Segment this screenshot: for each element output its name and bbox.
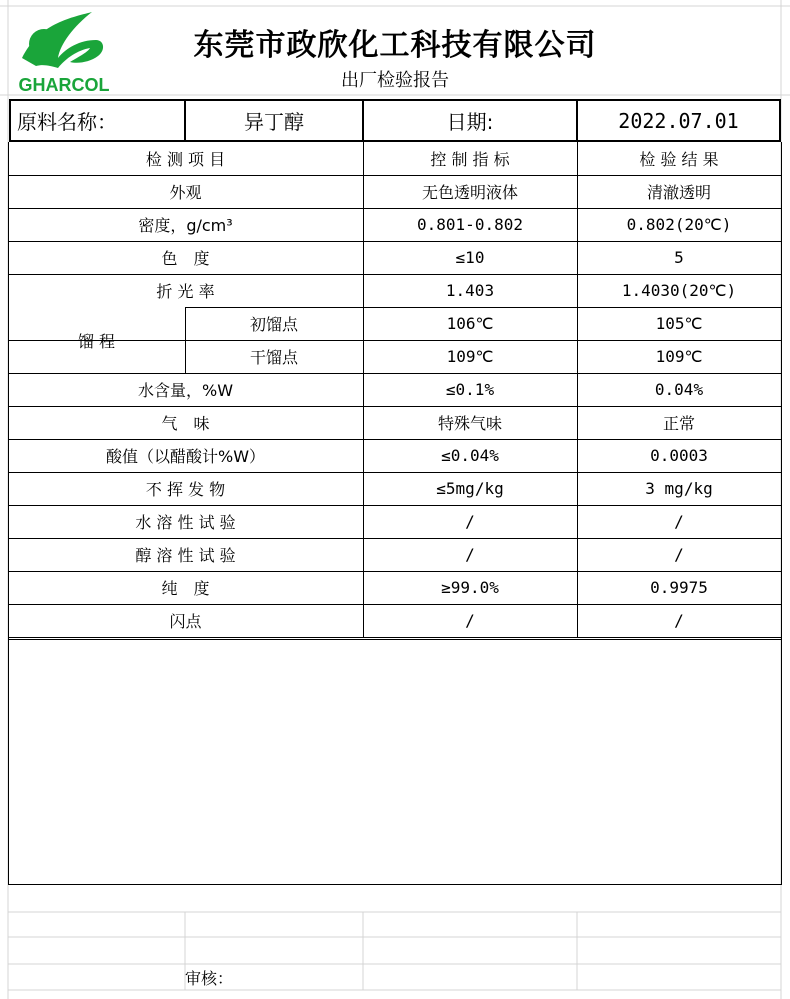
table-row-spec: /: [465, 545, 475, 564]
table-row-result: 105℃: [655, 314, 703, 333]
column-header-result: 检 验 结 果: [639, 150, 719, 169]
table-row-item: 初馏点: [249, 315, 298, 334]
table-row-result: 3 mg/kg: [645, 479, 713, 498]
table-row-result: 5: [674, 248, 684, 267]
material-name-label: 原料名称：: [17, 110, 117, 134]
table-row-spec: 0.801-0.802: [417, 215, 523, 234]
table-row-spec: ≥99.0%: [441, 578, 499, 597]
table-row-spec: 无色透明液体: [421, 183, 518, 202]
table-row-item: 水含量，%W: [137, 381, 234, 400]
table-row-item: 水 溶 性 试 验: [135, 513, 236, 532]
table-row-spec: ≤10: [455, 248, 485, 267]
logo-mark-icon: [14, 6, 114, 96]
table-row-result: 清澈透明: [646, 183, 711, 202]
table-row-result: 0.9975: [650, 578, 708, 597]
table-row-item: 外观: [169, 183, 202, 202]
date-value: 2022.07.01: [618, 108, 739, 133]
table-row-spec: 特殊气味: [437, 414, 502, 433]
table-row-spec: 109℃: [446, 347, 494, 366]
row-group-label: 馏 程: [77, 331, 116, 351]
table-row-item: 闪点: [169, 612, 202, 631]
column-header-spec: 控 制 指 标: [430, 150, 510, 169]
table-row-result: /: [674, 512, 684, 531]
table-row-spec: /: [465, 611, 475, 630]
table-row-item: 折 光 率: [156, 282, 215, 301]
table-row-result: 正常: [662, 414, 695, 433]
table-row-result: 1.4030(20℃): [621, 281, 737, 300]
logo-text: GHARCOL: [18, 75, 110, 95]
table-row-item: 醇 溶 性 试 验: [135, 546, 236, 565]
table-row-item: 密度，g/cm³: [138, 216, 233, 235]
report-title: 出厂检验报告: [341, 70, 449, 91]
table-row-spec: 106℃: [446, 314, 494, 333]
table-row-item: 不 挥 发 物: [145, 480, 226, 499]
table-row-item: 干馏点: [249, 348, 298, 367]
table-row-spec: 1.403: [445, 281, 495, 300]
reviewer-label: 审核：: [185, 969, 234, 988]
table-row-result: /: [674, 611, 684, 630]
table-row-spec: ≤0.1%: [445, 380, 495, 399]
company-name: 东莞市政欣化工科技有限公司: [193, 28, 597, 63]
table-row-spec: ≤0.04%: [441, 446, 499, 465]
table-row-item: 酸值（以醋酸计%W）: [105, 447, 266, 466]
table-row-result: 0.0003: [650, 446, 708, 465]
table-row-item: 气 味: [161, 414, 210, 433]
table-row-result: 109℃: [655, 347, 703, 366]
table-row-spec: ≤5mg/kg: [436, 479, 504, 498]
material-name-value: 异丁醇: [244, 110, 304, 134]
table-row-spec: /: [465, 512, 475, 531]
table-row-item: 纯 度: [161, 579, 210, 598]
company-logo: [14, 6, 114, 96]
table-row-result: 0.04%: [654, 380, 704, 399]
table-row-result: /: [674, 545, 684, 564]
column-header-item: 检 测 项 目: [145, 150, 226, 169]
table-row-result: 0.802(20℃): [626, 215, 732, 234]
table-row-item: 色 度: [161, 249, 210, 268]
date-label: 日期:: [446, 110, 494, 134]
